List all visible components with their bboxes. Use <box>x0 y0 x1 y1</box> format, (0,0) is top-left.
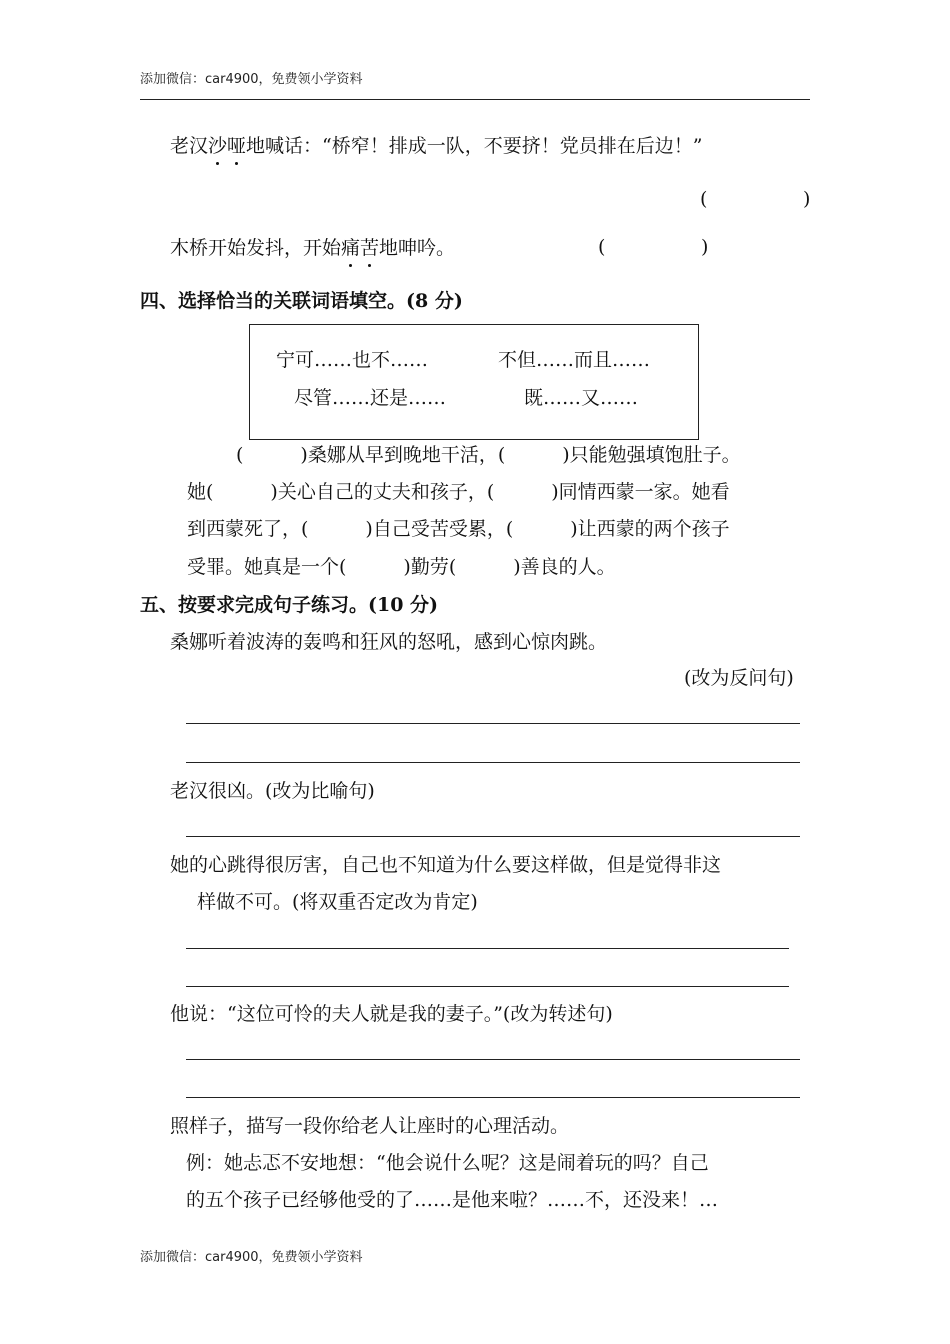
answer-line[interactable] <box>186 948 789 949</box>
s4-text-line: 她( )关心自己的丈夫和孩子，( )同情西蒙一家。她看 <box>187 481 730 503</box>
q5-example-line2: 的五个孩子已经够他受的了……是他来啦？……不，还没来！… <box>186 1189 719 1211</box>
q5-prompt: 照样子，描写一段你给老人让座时的心理活动。 <box>170 1115 570 1137</box>
s3-line2-before: 木桥开始发抖，开始 <box>170 237 342 259</box>
q4-sentence: 他说：“这位可怜的夫人就是我的妻子。”(改为转述句) <box>170 1003 613 1025</box>
word-bank-box <box>249 324 699 440</box>
s3-line1-after: 地喊话：“桥窄！排成一队，不要挤！党员排在后边！” <box>246 135 703 157</box>
section-4-title: 四、选择恰当的关联词语填空。(8 分) <box>140 290 463 312</box>
header-rule <box>140 99 810 100</box>
answer-paren-open: ( <box>700 188 708 210</box>
q2-sentence: 老汉很凶。(改为比喻句) <box>170 780 375 802</box>
s3-line2-after: 地呻吟。 <box>379 237 456 259</box>
word-option: 不但……而且…… <box>498 349 651 371</box>
answer-line[interactable] <box>186 986 789 987</box>
answer-line[interactable] <box>186 1059 800 1060</box>
emphasis-char: 痛 <box>341 237 361 259</box>
answer-line[interactable] <box>186 1097 800 1098</box>
page-header: 添加微信：car4900，免费领小学资料 <box>140 72 363 87</box>
word-option: 尽管……还是…… <box>294 387 447 409</box>
answer-paren-close: ) <box>803 188 811 210</box>
word-option: 既……又…… <box>524 387 639 409</box>
s4-text-line: 到西蒙死了，( )自己受苦受累，( )让西蒙的两个孩子 <box>187 518 730 540</box>
answer-paren-open: ( <box>598 236 606 258</box>
answer-paren-close: ) <box>701 236 709 258</box>
emphasis-char: 苦 <box>360 237 380 259</box>
answer-line[interactable] <box>186 836 800 837</box>
q3-sentence-a: 她的心跳得很厉害，自己也不知道为什么要这样做，但是觉得非这 <box>170 854 722 876</box>
word-option: 宁可……也不…… <box>276 349 429 371</box>
emphasis-char: 沙 <box>208 135 228 157</box>
q3-sentence-b: 样做不可。(将双重否定改为肯定) <box>197 891 478 913</box>
s3-line2 <box>170 236 455 260</box>
answer-line[interactable] <box>186 723 800 724</box>
q1-sentence: 桑娜听着波涛的轰鸣和狂风的怒吼，感到心惊肉跳。 <box>170 631 608 653</box>
s4-text-line: ( )桑娜从早到晚地干活，( )只能勉强填饱肚子。 <box>236 444 741 466</box>
q5-example-line1: 例：她忐忑不安地想：“他会说什么呢？这是闹着玩的吗？自己 <box>186 1152 709 1174</box>
section-5-title: 五、按要求完成句子练习。(10 分) <box>140 594 439 616</box>
emphasis-char: 哑 <box>227 135 247 157</box>
q1-requirement: (改为反问句) <box>684 667 794 689</box>
page-footer: 添加微信：car4900，免费领小学资料 <box>140 1250 363 1265</box>
s3-line1-before: 老汉 <box>170 135 209 157</box>
s4-text-line: 受罪。她真是一个( )勤劳( )善良的人。 <box>187 556 616 578</box>
s3-line1 <box>170 134 702 158</box>
answer-line[interactable] <box>186 762 800 763</box>
